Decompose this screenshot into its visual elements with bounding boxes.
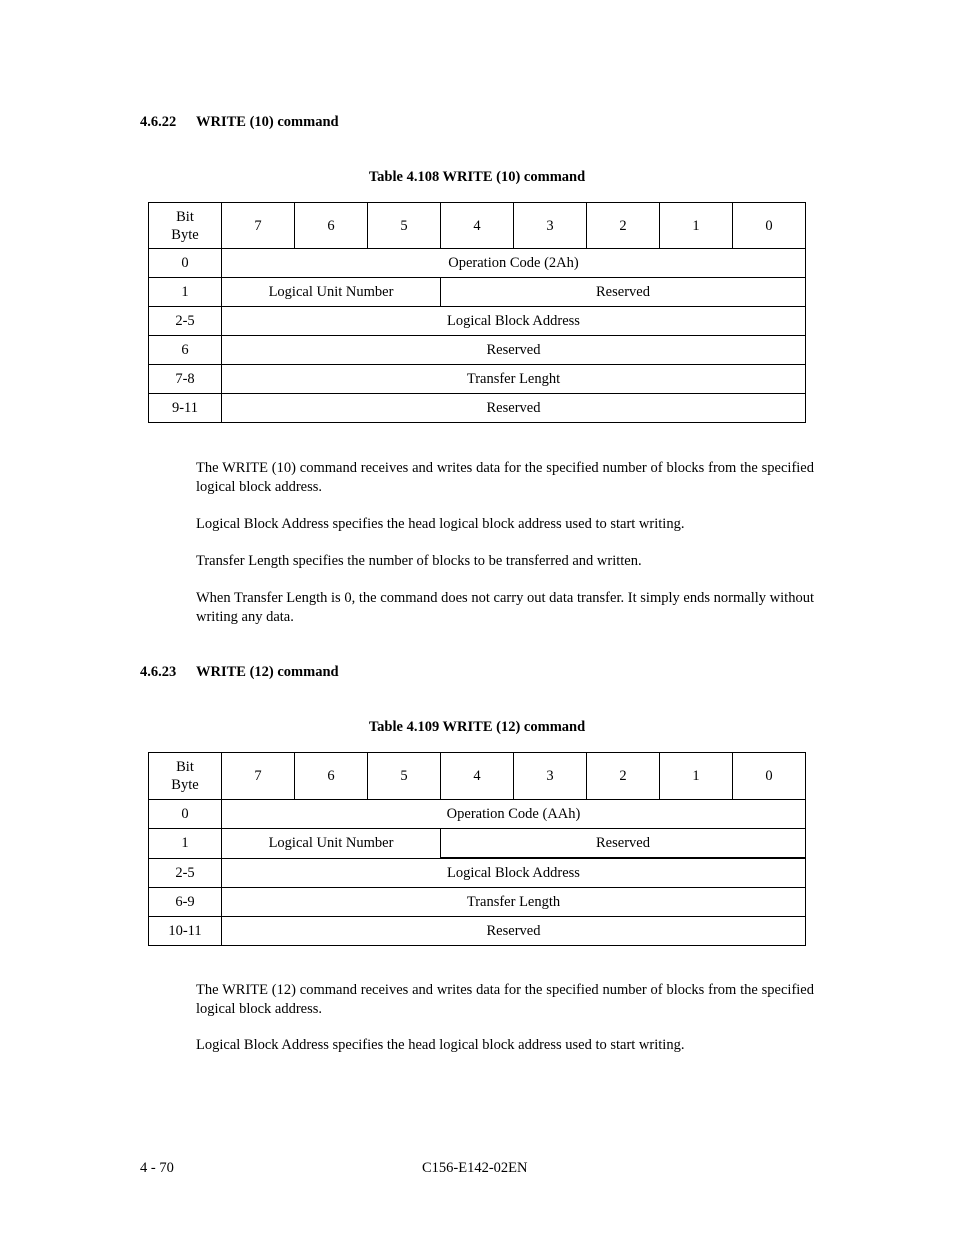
byte-cell: 6-9: [149, 888, 222, 917]
field-cell: Logical Block Address: [222, 858, 806, 888]
corner-cell: [149, 753, 222, 800]
section-title: WRITE (10) command: [196, 114, 339, 130]
bit-header: 6: [295, 753, 368, 800]
byte-cell: 7-8: [149, 365, 222, 394]
bit-header: 3: [514, 753, 587, 800]
field-cell: Logical Block Address: [222, 307, 806, 336]
write10-command-table: [148, 202, 806, 423]
byte-cell: 2-5: [149, 307, 222, 336]
field-cell: Operation Code (2Ah): [222, 249, 806, 278]
byte-cell: 0: [149, 249, 222, 278]
bit-header: 7: [222, 753, 295, 800]
table-row: [149, 858, 806, 888]
bit-header: 7: [222, 203, 295, 249]
section-number: 4.6.22: [140, 114, 177, 130]
table-row: [149, 278, 806, 307]
corner-byte-label: Byte: [171, 226, 199, 243]
corner-bit-label: Bit: [176, 759, 194, 775]
table-row: [149, 336, 806, 365]
byte-cell: 10-11: [149, 917, 222, 946]
body-paragraph: Transfer Length specifies the number of blocks to be transferred and written.: [196, 553, 642, 569]
bit-header: 1: [660, 753, 733, 800]
byte-cell: 6: [149, 336, 222, 365]
body-paragraph: When Transfer Length is 0, the command does not carry out data transfer. It simply ends normally without writing any data.: [196, 590, 814, 625]
bit-header: 3: [514, 203, 587, 249]
table-row: [149, 917, 806, 946]
field-cell: Logical Unit Number: [222, 278, 441, 307]
table-header-row: [149, 753, 806, 800]
field-cell: Reserved: [222, 917, 806, 946]
table-row: [149, 394, 806, 423]
table-header-row: [149, 203, 806, 249]
field-cell: Logical Unit Number: [222, 829, 441, 859]
corner-cell: [149, 203, 222, 249]
byte-cell: 1: [149, 829, 222, 859]
table-caption: Table 4.108 WRITE (10) command: [368, 169, 586, 185]
field-cell: Reserved: [222, 394, 806, 423]
section-heading-4-6-22: [140, 114, 339, 131]
bit-header: 4: [441, 753, 514, 800]
bit-header: 1: [660, 203, 733, 249]
table-row: [149, 829, 806, 859]
byte-cell: 0: [149, 800, 222, 829]
body-paragraph: The WRITE (12) command receives and writes data for the specified number of blocks from the specified logical block address.: [196, 982, 814, 1017]
section-number: 4.6.23: [140, 664, 177, 680]
bit-header: 4: [441, 203, 514, 249]
bit-header: 5: [368, 203, 441, 249]
field-cell: Transfer Length: [222, 888, 806, 917]
bit-header: 0: [733, 753, 806, 800]
table-row: [149, 888, 806, 917]
section-title: WRITE (12) command: [196, 664, 339, 680]
section-heading-4-6-23: [140, 664, 339, 681]
field-cell: Reserved: [441, 278, 806, 307]
table-row: [149, 307, 806, 336]
table-row: [149, 249, 806, 278]
corner-bit-label: Bit: [176, 208, 194, 225]
bit-header: 2: [587, 753, 660, 800]
table-row: [149, 365, 806, 394]
field-cell: Transfer Lenght: [222, 365, 806, 394]
field-cell: Operation Code (AAh): [222, 800, 806, 829]
table-row: [149, 800, 806, 829]
field-cell: Reserved: [441, 829, 806, 859]
byte-cell: 2-5: [149, 858, 222, 888]
body-paragraph: Logical Block Address specifies the head logical block address used to start writing.: [196, 1037, 685, 1053]
bit-header: 6: [295, 203, 368, 249]
corner-byte-label: Byte: [171, 777, 199, 793]
body-paragraph: Logical Block Address specifies the head logical block address used to start writing.: [196, 516, 685, 532]
document-code: C156-E142-02EN: [422, 1160, 528, 1176]
bit-header: 0: [733, 203, 806, 249]
page-number: 4 - 70: [140, 1160, 174, 1176]
bit-header: 2: [587, 203, 660, 249]
write12-command-table: [148, 752, 806, 946]
body-paragraph: The WRITE (10) command receives and writes data for the specified number of blocks from the specified logical block address.: [196, 460, 814, 495]
bit-header: 5: [368, 753, 441, 800]
byte-cell: 1: [149, 278, 222, 307]
byte-cell: 9-11: [149, 394, 222, 423]
table-caption: Table 4.109 WRITE (12) command: [368, 719, 586, 735]
field-cell: Reserved: [222, 336, 806, 365]
